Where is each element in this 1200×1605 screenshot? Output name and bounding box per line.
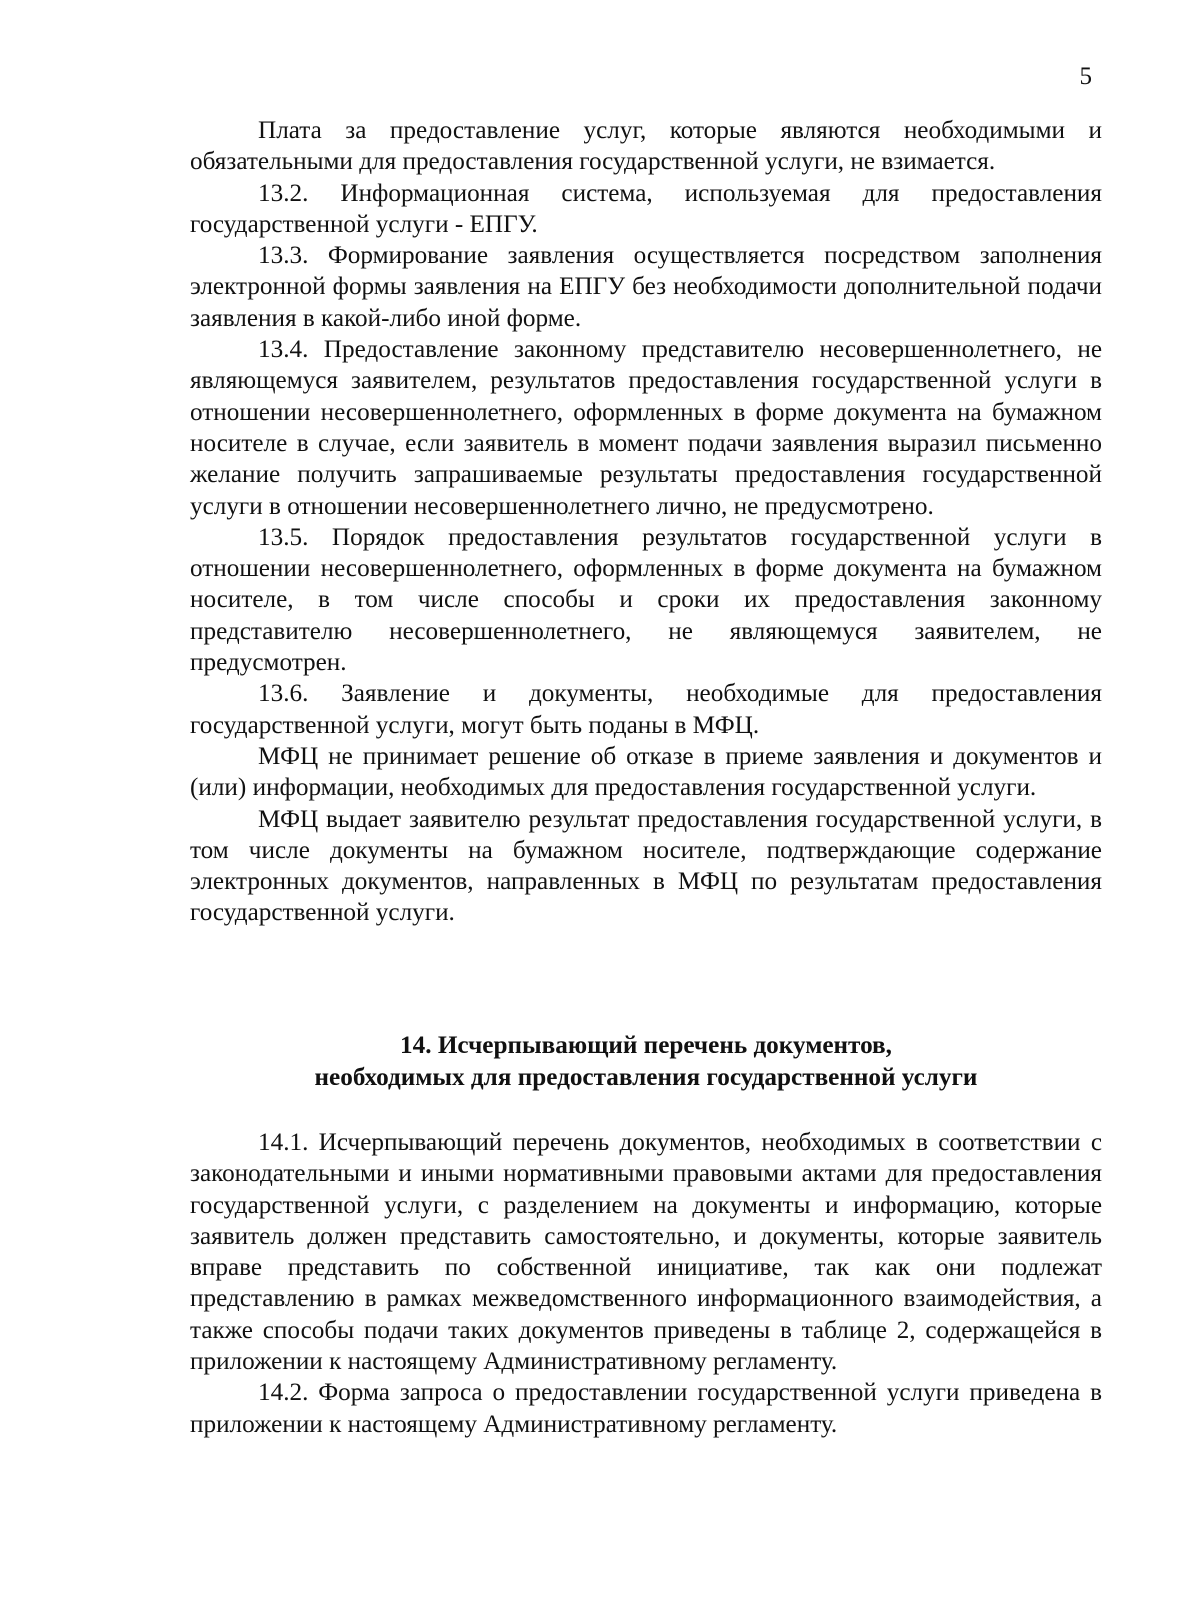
paragraph-13-5: 13.5. Порядок предоставления результатов государственной услуги в отношении несовершеннолетнего, оформленных в форме документа на бумажном носителе, в том числе способы и сроки их предоставления законному представителю несовершеннолетнего, не являющемуся заявителем, не предусмотрен. bbox=[190, 523, 1102, 677]
paragraph-13-2: 13.2. Информационная система, используемая для предоставления государственной услуги - ЕПГУ. bbox=[190, 179, 1102, 238]
paragraph-fee: Плата за предоставление услуг, которые являются необходимыми и обязательными для предоставления государственной услуги, не взимается. bbox=[190, 117, 1102, 176]
paragraph-13-4: 13.4. Предоставление законному представителю несовершеннолетнего, не являющемуся заявителем, результатов предоставления государственной услуги в отношении несовершеннолетнего, оформленных в форме документа на бумажном носителе в случае, если заявитель в момент подачи заявления выразил письменно желание получить запрашиваемые результаты предоставления государственной услуги в отношении несовершеннолетнего лично, не предусмотрено. bbox=[190, 336, 1102, 520]
section-heading-line-2: необходимых для предоставления государственной услуги bbox=[314, 1064, 978, 1091]
paragraph-13-6: 13.6. Заявление и документы, необходимые для предоставления государственной услуги, могут быть поданы в МФЦ. bbox=[190, 680, 1102, 739]
section-heading-line-1: 14. Исчерпывающий перечень документов, bbox=[400, 1032, 892, 1059]
section-heading-14 bbox=[190, 1030, 1102, 1094]
paragraph-mfc-no-refusal: МФЦ не принимает решение об отказе в приеме заявления и документов и (или) информации, необходимых для предоставления государственной услуги. bbox=[190, 742, 1102, 802]
paragraph-13-3: 13.3. Формирование заявления осуществляется посредством заполнения электронной формы заявления на ЕПГУ без необходимости дополнительной подачи заявления в какой-либо иной форме. bbox=[190, 242, 1102, 332]
page-number: 5 bbox=[1079, 63, 1092, 90]
document-body-upper bbox=[190, 115, 1102, 929]
document-body-lower bbox=[190, 1127, 1102, 1440]
paragraph-mfc-issues-result: МФЦ выдает заявителю результат предоставления государственной услуги, в том числе документы на бумажном носителе, подтверждающие содержание электронных документов, направленных в МФЦ по результатам предоставления государственной услуги. bbox=[190, 805, 1102, 927]
paragraph-14-1: 14.1. Исчерпывающий перечень документов, необходимых в соответствии с законодательными и иными нормативными правовыми актами для предоставления государственной услуги, с разделением на документы и информацию, которые заявитель должен представить самостоятельно, и документы, которые заявитель вправе представить по собственной инициативе, так как они подлежат представлению в рамках межведомственного информационного взаимодействия, а также способы подачи таких документов приведены в таблице 2, содержащейся в приложении к настоящему Административному регламенту. bbox=[190, 1129, 1102, 1376]
paragraph-14-2: 14.2. Форма запроса о предоставлении государственной услуги приведена в приложении к настоящему Административному регламенту. bbox=[190, 1379, 1102, 1438]
